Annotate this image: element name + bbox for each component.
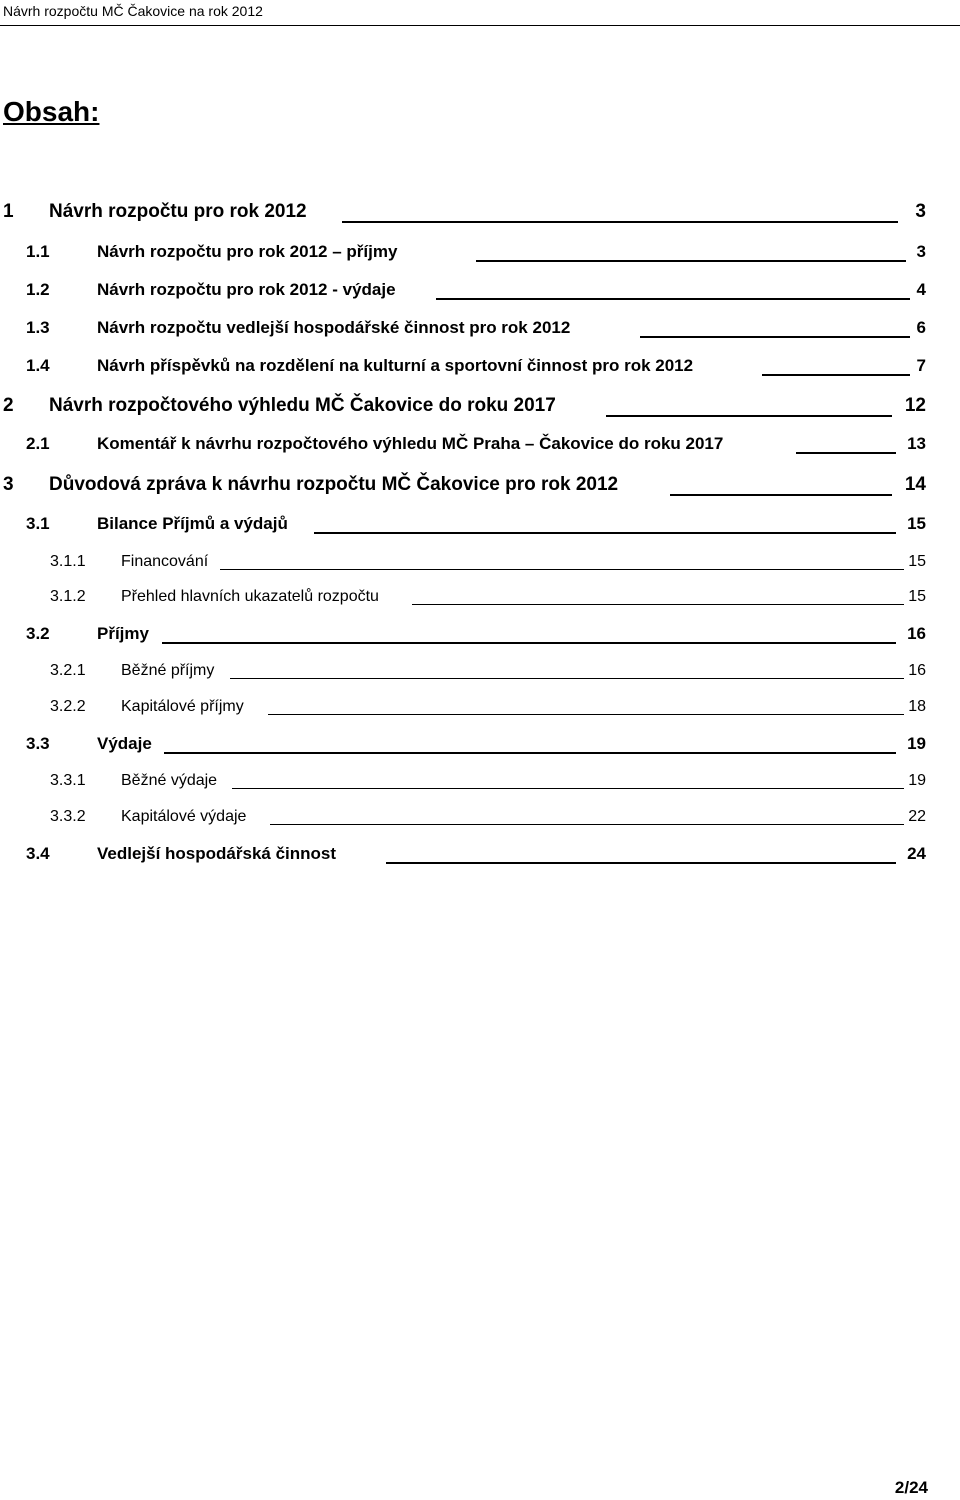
toc-entry-page: 3 [916,242,926,261]
toc-entry-number: 3 [3,474,14,495]
toc-entry-leader [640,336,910,338]
toc-entry-leader [412,604,904,605]
toc-entry-title: Vedlejší hospodářská činnost [97,844,337,863]
toc-entry-number: 3.1 [26,514,50,533]
toc-entry-page: 6 [916,318,926,337]
toc-entry-page: 15 [907,514,926,533]
toc-entry-number: 1.3 [26,318,50,337]
toc-entry[interactable] [0,805,960,835]
toc-entry[interactable] [0,316,960,346]
toc-entry[interactable] [0,432,960,462]
toc-entry[interactable] [0,354,960,384]
toc-entry[interactable] [0,278,960,308]
toc-entry-number: 3.3 [26,734,50,753]
toc-entry-number: 3.1.2 [50,588,86,605]
toc-entry-number: 3.3.2 [50,808,86,825]
toc-entry-leader [220,569,904,570]
toc-entry[interactable] [0,732,960,762]
toc-entry-page: 4 [916,280,926,299]
toc-entry-title: Návrh rozpočtu pro rok 2012 [49,201,307,222]
toc-entry-leader [762,374,910,376]
toc-entry[interactable] [0,200,960,230]
toc-entry-title: Kapitálové výdaje [121,808,247,825]
toc-entry-page: 22 [908,808,926,825]
toc-entry-page: 16 [908,662,926,679]
toc-entry-leader [796,452,896,454]
toc-entry-title: Komentář k návrhu rozpočtového výhledu MČ Praha – Čakovice do roku 2017 [97,434,724,453]
toc-entry-number: 1.1 [26,242,50,261]
toc-entry-leader [342,221,898,223]
toc-entry[interactable] [0,695,960,725]
toc-entry-title: Financování [121,553,209,570]
toc-entry-number: 1.2 [26,280,50,299]
toc-entry-page: 12 [904,395,926,416]
toc-entry-page: 19 [908,772,926,789]
toc-entry-title: Příjmy [97,624,149,643]
toc-entry[interactable] [0,659,960,689]
toc-entry-title: Důvodová zpráva k návrhu rozpočtu MČ Čakovice pro rok 2012 [49,474,619,495]
toc-entry-page: 19 [907,734,926,753]
toc-entry-number: 3.2.1 [50,662,86,679]
toc-entry-leader [606,415,892,417]
toc-entry[interactable] [0,240,960,270]
toc-entry-title: Běžné výdaje [121,772,218,789]
toc-entry-number: 2.1 [26,434,50,453]
toc-heading: Obsah: [3,96,100,127]
toc-entry[interactable] [0,550,960,580]
toc-entry-page: 3 [915,201,926,222]
toc-entry-leader [270,824,904,825]
toc-entry[interactable] [0,394,960,424]
toc-entry-page: 16 [907,624,926,643]
toc-entry-leader [164,752,896,754]
toc-entry-title: Návrh rozpočtu pro rok 2012 - výdaje [97,280,396,299]
toc-entry-number: 3.2.2 [50,698,86,715]
toc-entry[interactable] [0,842,960,872]
toc-entry-number: 1.4 [26,356,50,375]
toc-entry-title: Výdaje [97,734,152,753]
toc-entry-number: 2 [3,395,14,416]
toc-entry[interactable] [0,585,960,615]
running-header [0,0,960,26]
toc-entry-title: Návrh rozpočtu pro rok 2012 – příjmy [97,242,398,261]
toc-entry-title: Návrh rozpočtového výhledu MČ Čakovice do roku 2017 [49,395,556,416]
toc-entry-title: Bilance Příjmů a výdajů [97,514,288,533]
toc-entry-page: 18 [908,698,926,715]
toc-entry-leader [232,788,904,789]
toc-entry-page: 15 [908,588,926,605]
toc-entry-leader [314,532,896,534]
toc-entry[interactable] [0,473,960,503]
toc-entry[interactable] [0,622,960,652]
toc-entry-page: 24 [907,844,926,863]
toc-entry[interactable] [0,769,960,799]
toc-entry-number: 3.1.1 [50,553,86,570]
toc-entry-title: Návrh rozpočtu vedlejší hospodářské činnost pro rok 2012 [97,318,571,337]
toc-entry-number: 3.3.1 [50,772,86,789]
toc-entry-title: Návrh příspěvků na rozdělení na kulturní a sportovní činnost pro rok 2012 [97,356,694,375]
toc-entry-page: 14 [904,474,926,495]
toc-entry-leader [436,298,910,300]
toc-entry-page: 13 [907,434,926,453]
page-number: 2/24 [894,1478,928,1497]
toc-entry-leader [386,862,896,864]
toc-entry-leader [162,642,896,644]
toc-entry-leader [268,714,904,715]
toc-entry-number: 1 [3,201,14,222]
toc-entry-leader [670,494,892,496]
toc-entry-number: 3.2 [26,624,50,643]
toc-entry-title: Běžné příjmy [121,662,215,679]
toc-entry-page: 7 [916,356,926,375]
toc-entry[interactable] [0,512,960,542]
toc-entry-page: 15 [908,553,926,570]
toc-entry-leader [230,678,904,679]
toc-entry-title: Kapitálové příjmy [121,698,244,715]
toc-entry-title: Přehled hlavních ukazatelů rozpočtu [121,588,379,605]
toc-entry-number: 3.4 [26,844,50,863]
toc-entry-leader [476,260,906,262]
document-title-header: Návrh rozpočtu MČ Čakovice na rok 2012 [3,3,263,19]
